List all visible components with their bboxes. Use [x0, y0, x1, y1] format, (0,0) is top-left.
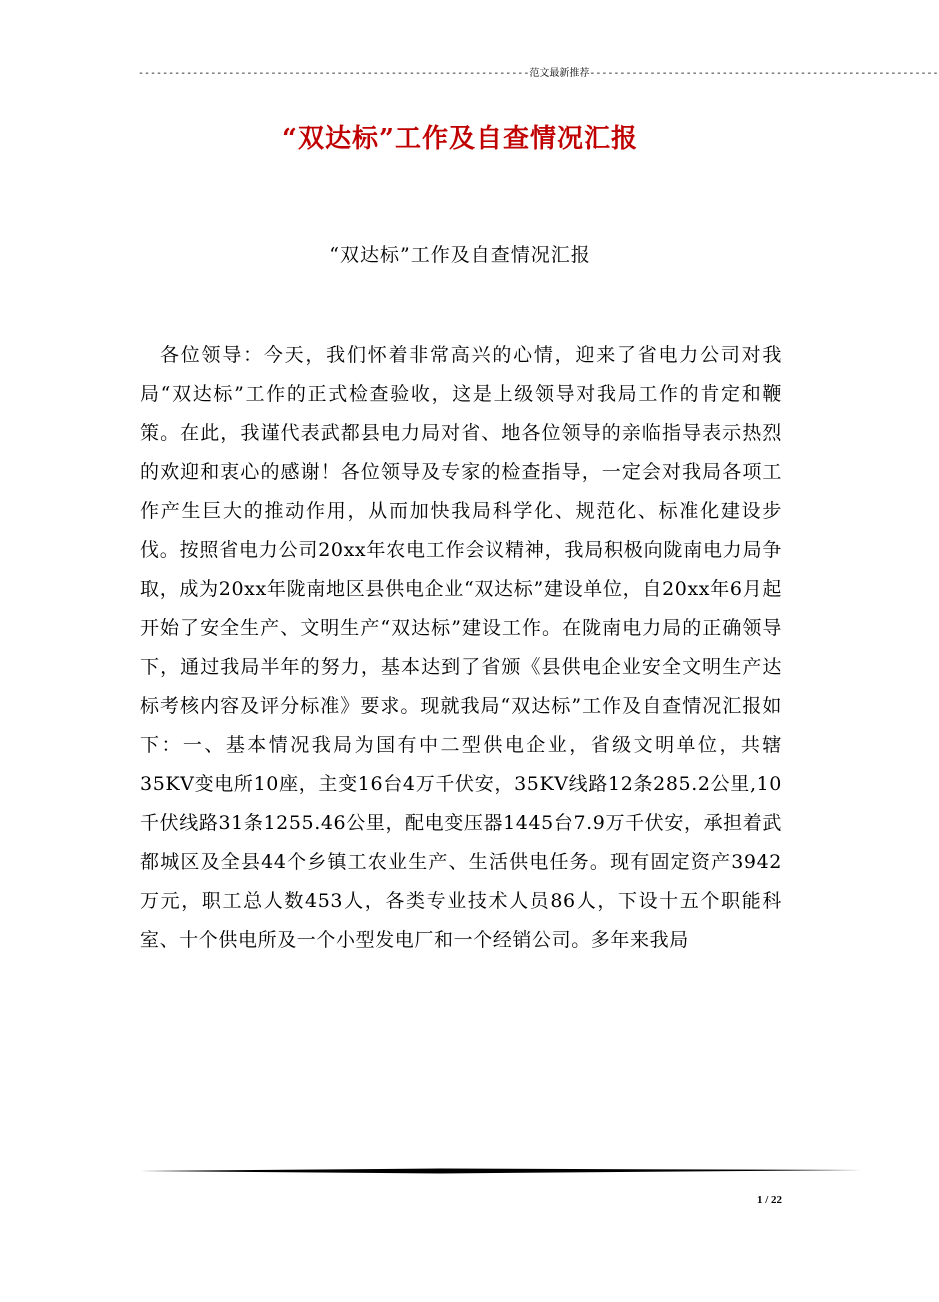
document-subtitle: “双达标”工作及自查情况汇报 — [329, 244, 591, 266]
header-banner: -----------------------------------------------------------------范文最新推荐---------------------------------------------------------- — [138, 68, 939, 79]
document-title: “双达标”工作及自查情况汇报 — [282, 124, 638, 154]
footer-divider — [140, 1168, 862, 1174]
body-paragraph: 各位领导：今天，我们怀着非常高兴的心情，迎来了省电力公司对我局“双达标”工作的正式检查验收，这是上级领导对我局工作的肯定和鞭策。在此，我谨代表武都县电力局对省、地各位领导的亲临指导表示热烈的欢迎和衷心的感谢！各位领导及专家的检查指导，一定会对我局各项工作产生巨大的推动作用，从而加快我局科学化、规范化、标准化建设步伐。按照省电力公司20xx年农电工作会议精神，我局积极向陇南电力局争取，成为20xx年陇南地区县供电企业“双达标”建设单位，自20xx年6月起开始了安全生产、文明生产“双达标”建设工作。在陇南电力局的正确领导下，通过我局半年的努力，基本达到了省颁《县供电企业安全文明生产达标考核内容及评分标准》要求。现就我局“双达标”工作及自查情况汇报如下：一、基本情况我局为国有中二型供电企业，省级文明单位，共辖35KV变电所10座，主变16台4万千伏安，35KV线路12条285.2公里,10千伏线路31条1255.46公里，配电变压器1445台7.9万千伏安，承担着武都城区及全县44个乡镇工农业生产、生活供电任务。现有固定资产3942万元，职工总人数453人，各类专业技术人员86人，下设十五个职能科室、十个供电所及一个小型发电厂和一个经销公司。多年来我局 — [140, 344, 782, 951]
page-number: 1 / 22 — [756, 1194, 782, 1206]
